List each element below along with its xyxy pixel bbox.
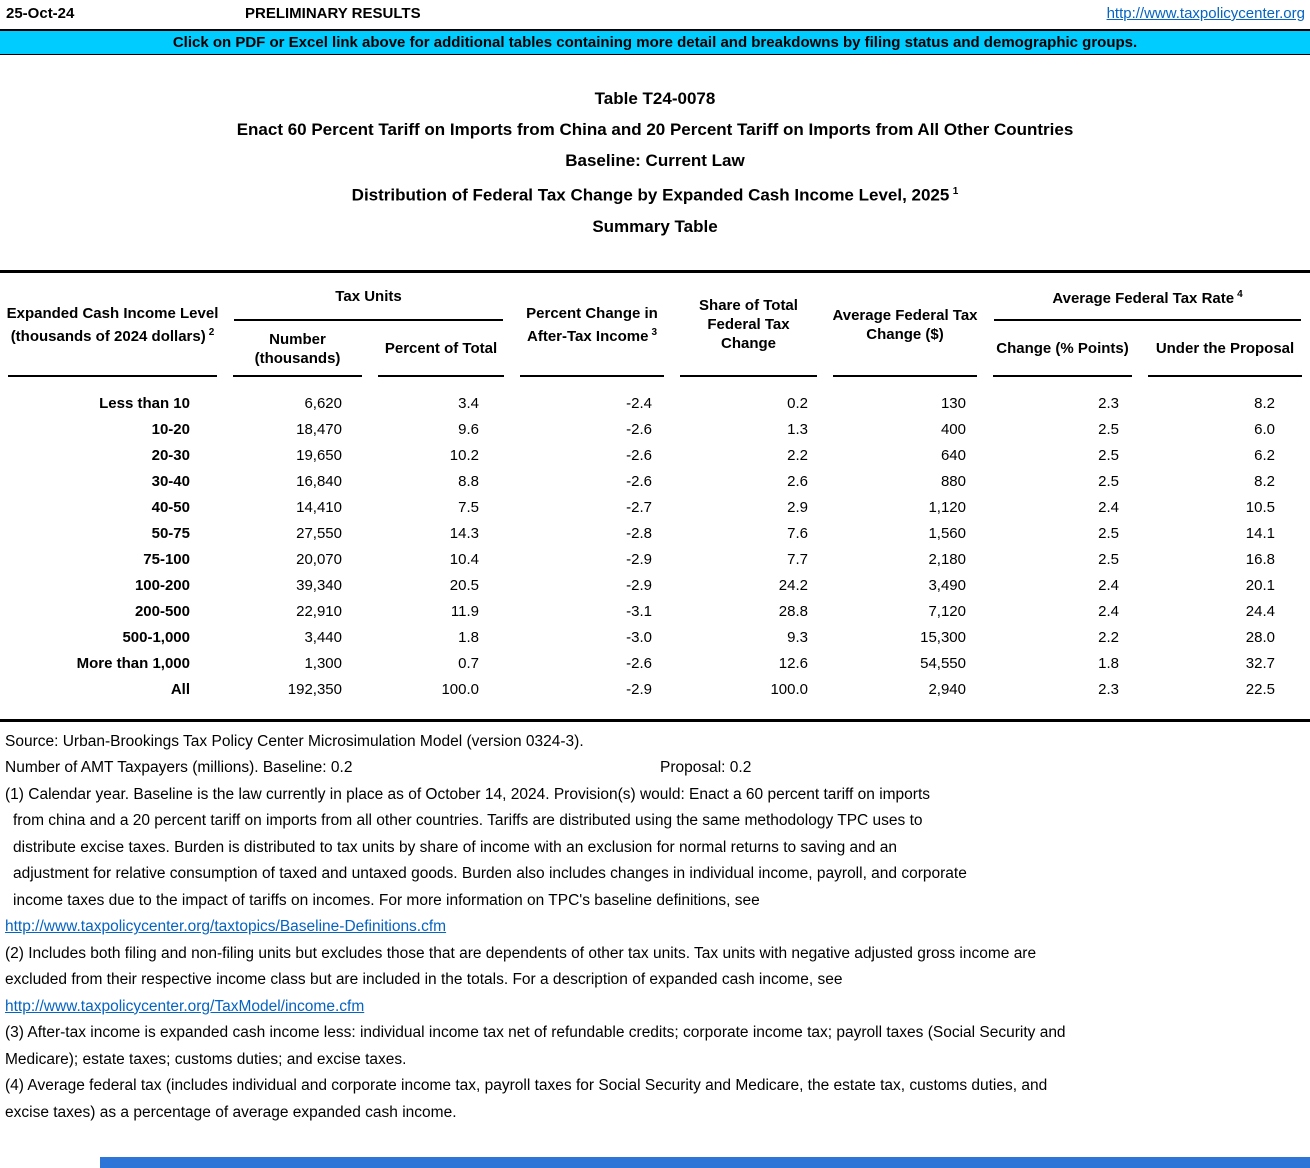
footnote-3-line: Medicare); estate taxes; customs duties; and excise taxes. [5, 1050, 407, 1068]
table-number-title: Table T24-0078 [594, 89, 716, 108]
rate-change-cell: 2.3 [1098, 394, 1119, 412]
number-cell: 39,340 [296, 576, 342, 594]
rate-change-cell: 2.4 [1098, 576, 1119, 594]
amt-taxpayers-note [0, 755, 1310, 782]
avg-change-cell: 880 [940, 472, 966, 490]
income-level-cell: 200-500 [134, 602, 190, 620]
footnote-2-line: (2) Includes both filing and non-filing units but excludes those that are dependents of other tax units. Tax units with negative adjusted gross income are [5, 944, 1037, 962]
rate-under-proposal-cell: 24.4 [1245, 602, 1275, 620]
rate-under-proposal-cell: 22.5 [1245, 680, 1275, 698]
footnote-1-line: adjustment for relative consumption of taxed and untaxed goods. Burden also includes changes in individual income, payroll, and corporate [13, 865, 967, 883]
share-cell: 9.3 [787, 628, 808, 646]
rate-change-cell: 2.4 [1098, 602, 1119, 620]
rate-under-proposal-cell: 28.0 [1245, 628, 1275, 646]
col-header-percent-total: Percent of Total [370, 321, 512, 377]
table-row [0, 573, 1310, 599]
percent-total-cell: 14.3 [449, 524, 479, 542]
share-cell: 7.7 [787, 550, 808, 568]
rate-change-cell: 2.4 [1098, 498, 1119, 516]
share-cell: 2.9 [787, 498, 808, 516]
info-banner: Click on PDF or Excel link above for additional tables containing more detail and breakdowns by filing status and demographic groups. [0, 29, 1310, 55]
rate-under-proposal-cell: 14.1 [1245, 524, 1275, 542]
rate-change-cell: 2.2 [1098, 628, 1119, 646]
percent-total-cell: 10.2 [449, 446, 479, 464]
source-note: Source: Urban-Brookings Tax Policy Center Microsimulation Model (version 0324-3). [5, 732, 584, 750]
income-level-cell: 75-100 [143, 550, 190, 568]
income-level-cell: 500-1,000 [122, 628, 190, 646]
percent-total-cell: 20.5 [449, 576, 479, 594]
ati-change-cell: -2.9 [626, 576, 652, 594]
avg-change-cell: 2,180 [928, 550, 966, 568]
income-level-cell: 100-200 [134, 576, 190, 594]
number-cell: 6,620 [304, 394, 342, 412]
footnote-1-line: distribute excise taxes. Burden is distributed to tax units by share of income with an exclusion for normal returns to saving and an [13, 838, 897, 856]
title-block [0, 83, 1310, 242]
percent-total-cell: 7.5 [458, 498, 479, 516]
rate-under-proposal-cell: 8.2 [1254, 472, 1275, 490]
footnote-2-line: excluded from their respective income class but are included in the totals. For a description of expanded cash income, see [5, 971, 843, 989]
ati-change-cell: -3.1 [626, 602, 652, 620]
share-cell: 12.6 [778, 654, 808, 672]
distribution-table [0, 270, 1310, 722]
avg-change-cell: 54,550 [920, 654, 966, 672]
top-bar [0, 0, 1310, 29]
percent-total-cell: 9.6 [458, 420, 479, 438]
income-level-cell: 40-50 [151, 498, 190, 516]
share-cell: 2.2 [787, 446, 808, 464]
number-cell: 20,070 [296, 550, 342, 568]
percent-total-cell: 3.4 [458, 394, 479, 412]
rate-under-proposal-cell: 20.1 [1245, 576, 1275, 594]
number-cell: 14,410 [296, 498, 342, 516]
income-level-cell: More than 1,000 [76, 654, 190, 672]
ati-change-cell: -2.6 [626, 446, 652, 464]
ati-change-cell: -2.6 [626, 420, 652, 438]
summary-table-title: Summary Table [592, 216, 718, 236]
table-row [0, 495, 1310, 521]
amt-proposal-value: Proposal: 0.2 [660, 759, 752, 777]
proposal-title: Enact 60 Percent Tariff on Imports from China and 20 Percent Tariff on Imports from All Other Countries [236, 120, 1074, 139]
avg-change-cell: 1,560 [928, 524, 966, 542]
rate-change-cell: 2.5 [1098, 550, 1119, 568]
number-cell: 18,470 [296, 420, 342, 438]
income-level-cell: 20-30 [151, 446, 190, 464]
number-cell: 27,550 [296, 524, 342, 542]
footnote-1-line: (1) Calendar year. Baseline is the law currently in place as of October 14, 2024. Provision(s) would: Enact a 60 percent tariff on imports [5, 785, 931, 803]
table-row [0, 443, 1310, 469]
share-cell: 28.8 [778, 602, 808, 620]
col-header-under-proposal: Under the Proposal [1140, 321, 1310, 377]
rate-change-cell: 2.5 [1098, 472, 1119, 490]
avg-change-cell: 7,120 [928, 602, 966, 620]
group-header-tax-units: Tax Units [225, 271, 512, 321]
table-row [0, 625, 1310, 651]
percent-total-cell: 100.0 [441, 680, 479, 698]
table-row [0, 521, 1310, 547]
share-cell: 1.3 [787, 420, 808, 438]
amt-baseline-value: Number of AMT Taxpayers (millions). Baseline: 0.2 [5, 759, 353, 777]
table-row-total [0, 677, 1310, 721]
ati-change-cell: -2.6 [626, 472, 652, 490]
table-row [0, 377, 1310, 417]
report-date: 25-Oct-24 [6, 5, 75, 22]
rate-change-cell: 2.3 [1098, 680, 1119, 698]
rate-change-cell: 2.5 [1098, 420, 1119, 438]
avg-change-cell: 640 [940, 446, 966, 464]
number-cell: 22,910 [296, 602, 342, 620]
number-cell: 1,300 [304, 654, 342, 672]
income-level-cell: 10-20 [151, 420, 190, 438]
table-row [0, 599, 1310, 625]
footnote-3-line: (3) After-tax income is expanded cash income less: individual income tax net of refundable credits; corporate income tax; payroll taxes (Social Security and [5, 1024, 1066, 1042]
income-level-cell: Less than 10 [99, 394, 190, 412]
rate-change-cell: 1.8 [1098, 654, 1119, 672]
income-level-cell: 50-75 [151, 524, 190, 542]
rate-under-proposal-cell: 6.0 [1254, 420, 1275, 438]
col-header-share-total: Share of Total Federal Tax Change [672, 271, 825, 377]
baseline-title: Baseline: Current Law [565, 151, 745, 170]
number-cell: 3,440 [304, 628, 342, 646]
avg-change-cell: 130 [940, 394, 966, 412]
avg-change-cell: 1,120 [928, 498, 966, 516]
ati-change-cell: -3.0 [626, 628, 652, 646]
percent-total-cell: 10.4 [449, 550, 479, 568]
rate-under-proposal-cell: 8.2 [1254, 394, 1275, 412]
income-definition-link[interactable]: http://www.taxpolicycenter.org/TaxModel/income.cfm [5, 997, 365, 1015]
distribution-title: Distribution of Federal Tax Change by Expanded Cash Income Level, 2025 $^1$ [351, 185, 959, 205]
percent-total-cell: 0.7 [458, 654, 479, 672]
share-cell: 24.2 [778, 576, 808, 594]
footnote-4-line: excise taxes) as a percentage of average expanded cash income. [5, 1103, 457, 1121]
rate-under-proposal-cell: 6.2 [1254, 446, 1275, 464]
table-row [0, 547, 1310, 573]
col-header-income-level: Expanded Cash Income Level (thousands of 2024 dollars) $^2$ [0, 271, 225, 377]
avg-change-cell: 15,300 [920, 628, 966, 646]
rate-change-cell: 2.5 [1098, 524, 1119, 542]
col-header-pct-change-ati: Percent Change in After-Tax Income $^3$ [512, 271, 672, 377]
col-header-change-points: Change (% Points) [985, 321, 1140, 377]
avg-change-cell: 3,490 [928, 576, 966, 594]
share-cell: 7.6 [787, 524, 808, 542]
number-cell: 192,350 [287, 680, 342, 698]
ati-change-cell: -2.9 [626, 550, 652, 568]
number-cell: 19,650 [296, 446, 342, 464]
footnote-1-line: income taxes due to the impact of tariffs on incomes. For more information on TPC's baseline definitions, see [13, 891, 760, 909]
share-cell: 0.2 [787, 394, 808, 412]
avg-change-cell: 400 [940, 420, 966, 438]
percent-total-cell: 11.9 [450, 602, 479, 620]
ati-change-cell: -2.4 [626, 394, 652, 412]
col-header-number: Number (thousands) [225, 321, 370, 377]
ati-change-cell: -2.6 [626, 654, 652, 672]
avg-change-cell: 2,940 [928, 680, 966, 698]
share-cell: 2.6 [787, 472, 808, 490]
number-cell: 16,840 [296, 472, 342, 490]
rate-change-cell: 2.5 [1098, 446, 1119, 464]
rate-under-proposal-cell: 16.8 [1245, 550, 1275, 568]
footnote-4-line: (4) Average federal tax (includes individual and corporate income tax, payroll taxes for Social Security and Medicare, the estate tax, customs duties, and [5, 1077, 1048, 1095]
income-level-cell: All [170, 680, 190, 698]
ati-change-cell: -2.8 [626, 524, 652, 542]
rate-under-proposal-cell: 32.7 [1245, 654, 1275, 672]
baseline-definitions-link[interactable]: http://www.taxpolicycenter.org/taxtopics/Baseline-Definitions.cfm [5, 918, 447, 936]
taxpolicycenter-url-link[interactable]: http://www.taxpolicycenter.org [1106, 5, 1305, 22]
table-row [0, 651, 1310, 677]
table-row [0, 469, 1310, 495]
footnote-1-line: from china and a 20 percent tariff on imports from all other countries. Tariffs are distributed using the same methodology TPC uses to [13, 812, 923, 830]
table-row [0, 417, 1310, 443]
bottom-blue-bar [100, 1157, 1310, 1168]
footnotes [0, 722, 1310, 1127]
group-header-avg-tax-rate: Average Federal Tax Rate $^4$ [985, 271, 1310, 321]
preliminary-label: PRELIMINARY RESULTS [245, 5, 421, 22]
ati-change-cell: -2.9 [626, 680, 652, 698]
rate-under-proposal-cell: 10.5 [1245, 498, 1275, 516]
percent-total-cell: 1.8 [458, 628, 479, 646]
percent-total-cell: 8.8 [458, 472, 479, 490]
income-level-cell: 30-40 [151, 472, 190, 490]
col-header-avg-change: Average Federal Tax Change ($) [825, 271, 985, 377]
share-cell: 100.0 [770, 680, 808, 698]
ati-change-cell: -2.7 [626, 498, 652, 516]
